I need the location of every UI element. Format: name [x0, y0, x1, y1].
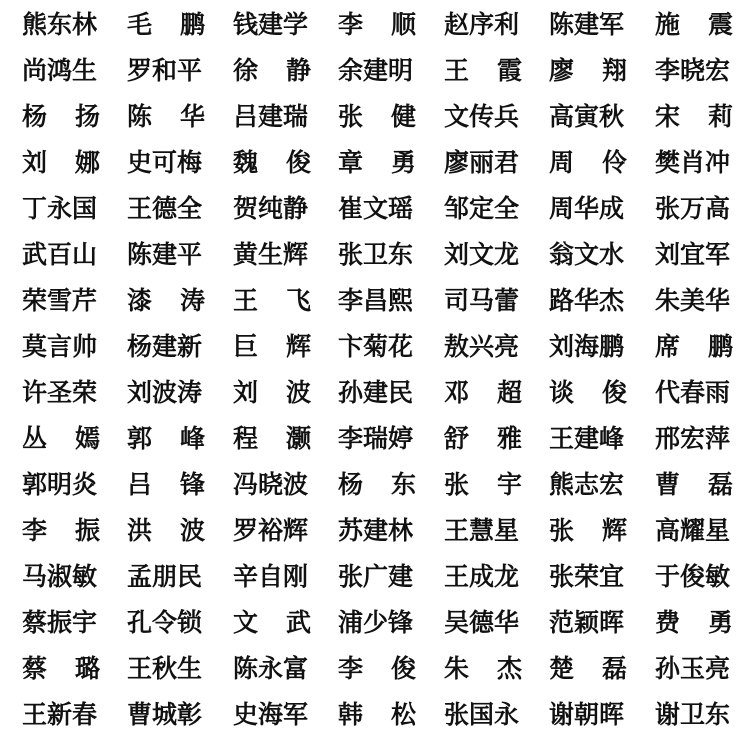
name-entry: 史可梅: [127, 148, 203, 177]
name-entry: 尚鸿生: [22, 56, 98, 85]
name-row: [0, 508, 749, 554]
name-entry: 刘 娜: [22, 148, 100, 177]
name-entry: 刘文龙: [444, 240, 520, 269]
name-entry: 李 俊: [338, 654, 416, 683]
name-entry: 李昌熙: [338, 286, 414, 315]
name-row: [0, 232, 749, 278]
name-entry: 张 健: [338, 102, 416, 131]
name-entry: 蔡振宇: [22, 608, 98, 637]
name-entry: 张广建: [338, 562, 414, 591]
name-entry: 张 宇: [444, 470, 522, 499]
name-entry: 贺纯静: [233, 194, 309, 223]
name-entry: 蔡 璐: [22, 654, 100, 683]
name-entry: 曹 磊: [655, 470, 733, 499]
name-entry: 杨建新: [127, 332, 203, 361]
name-entry: 曹城彰: [127, 700, 203, 729]
name-entry: 荣雪芹: [22, 286, 98, 315]
name-entry: 邓 超: [444, 378, 522, 407]
name-entry: 崔文瑶: [338, 194, 414, 223]
name-entry: 熊志宏: [549, 470, 625, 499]
name-entry: 王德全: [127, 194, 203, 223]
name-entry: 武百山: [22, 240, 98, 269]
name-entry: 马淑敏: [22, 562, 98, 591]
name-entry: 王秋生: [127, 654, 203, 683]
name-entry: 朱 杰: [444, 654, 522, 683]
name-entry: 施 震: [655, 10, 733, 39]
name-entry: 孔令锁: [127, 608, 203, 637]
name-entry: 王 飞: [233, 286, 311, 315]
name-entry: 李 顺: [338, 10, 416, 39]
name-entry: 孙建民: [338, 378, 414, 407]
name-entry: 巨 辉: [233, 332, 311, 361]
name-entry: 高寅秋: [549, 102, 625, 131]
name-row: [0, 692, 749, 738]
name-entry: 李 振: [22, 516, 100, 545]
name-entry: 杨 东: [338, 470, 416, 499]
name-entry: 陈建平: [127, 240, 203, 269]
name-entry: 谢卫东: [655, 700, 731, 729]
name-entry: 周 伶: [549, 148, 627, 177]
name-entry: 吴德华: [444, 608, 520, 637]
name-entry: 史海军: [233, 700, 309, 729]
name-row: [0, 94, 749, 140]
name-entry: 孟朋民: [127, 562, 203, 591]
name-entry: 陈 华: [127, 102, 205, 131]
name-entry: 高耀星: [655, 516, 731, 545]
name-entry: 廖丽君: [444, 148, 520, 177]
name-entry: 程 灏: [233, 424, 311, 453]
name-row: [0, 140, 749, 186]
name-entry: 代春雨: [655, 378, 731, 407]
name-entry: 刘波涛: [127, 378, 203, 407]
name-entry: 张卫东: [338, 240, 414, 269]
name-row: [0, 324, 749, 370]
name-entry: 卞菊花: [338, 332, 414, 361]
name-entry: 魏 俊: [233, 148, 311, 177]
name-row: [0, 462, 749, 508]
name-entry: 张荣宜: [549, 562, 625, 591]
name-entry: 李晓宏: [655, 56, 731, 85]
name-entry: 刘海鹏: [549, 332, 625, 361]
name-row: [0, 646, 749, 692]
name-row: [0, 370, 749, 416]
name-entry: 丁永国: [22, 194, 98, 223]
name-entry: 杨 扬: [22, 102, 100, 131]
name-entry: 范颖晖: [549, 608, 625, 637]
name-row: [0, 554, 749, 600]
name-entry: 楚 磊: [549, 654, 627, 683]
name-entry: 辛自刚: [233, 562, 309, 591]
name-entry: 陈永富: [233, 654, 309, 683]
name-entry: 李瑞婷: [338, 424, 414, 453]
name-entry: 丛 嫣: [22, 424, 100, 453]
name-row: [0, 48, 749, 94]
name-entry: 吕 锋: [127, 470, 205, 499]
name-entry: 熊东林: [22, 10, 98, 39]
name-entry: 钱建学: [233, 10, 309, 39]
name-entry: 郭明炎: [22, 470, 98, 499]
name-entry: 于俊敏: [655, 562, 731, 591]
name-entry: 浦少锋: [338, 608, 414, 637]
name-entry: 朱美华: [655, 286, 731, 315]
name-entry: 王建峰: [549, 424, 625, 453]
name-entry: 路华杰: [549, 286, 625, 315]
name-entry: 席 鹏: [655, 332, 733, 361]
name-row: [0, 2, 749, 48]
name-entry: 邢宏萍: [655, 424, 731, 453]
name-entry: 司马蕾: [444, 286, 520, 315]
name-entry: 韩 松: [338, 700, 416, 729]
name-entry: 周华成: [549, 194, 625, 223]
name-entry: 王 霞: [444, 56, 522, 85]
name-entry: 敖兴亮: [444, 332, 520, 361]
name-entry: 漆 涛: [127, 286, 205, 315]
name-entry: 黄生辉: [233, 240, 309, 269]
name-entry: 刘宜军: [655, 240, 731, 269]
name-entry: 王慧星: [444, 516, 520, 545]
name-entry: 谈 俊: [549, 378, 627, 407]
name-entry: 陈建军: [549, 10, 625, 39]
name-entry: 孙玉亮: [655, 654, 731, 683]
name-row: [0, 600, 749, 646]
name-entry: 文传兵: [444, 102, 520, 131]
name-entry: 谢朝晖: [549, 700, 625, 729]
name-entry: 樊肖冲: [655, 148, 731, 177]
name-entry: 莫言帅: [22, 332, 98, 361]
name-entry: 徐 静: [233, 56, 311, 85]
name-entry: 舒 雅: [444, 424, 522, 453]
name-entry: 王成龙: [444, 562, 520, 591]
name-entry: 冯晓波: [233, 470, 309, 499]
name-entry: 章 勇: [338, 148, 416, 177]
name-entry: 苏建林: [338, 516, 414, 545]
name-entry: 郭 峰: [127, 424, 205, 453]
name-row: [0, 416, 749, 462]
name-entry: 宋 莉: [655, 102, 733, 131]
name-entry: 张国永: [444, 700, 520, 729]
name-entry: 张 辉: [549, 516, 627, 545]
name-entry: 毛 鹏: [127, 10, 205, 39]
name-entry: 洪 波: [127, 516, 205, 545]
name-entry: 廖 翔: [549, 56, 627, 85]
name-entry: 赵序利: [444, 10, 520, 39]
name-entry: 罗和平: [127, 56, 203, 85]
name-entry: 费 勇: [655, 608, 733, 637]
name-entry: 邹定全: [444, 194, 520, 223]
name-entry: 王新春: [22, 700, 98, 729]
name-entry: 罗裕辉: [233, 516, 309, 545]
name-entry: 张万高: [655, 194, 731, 223]
name-row: [0, 278, 749, 324]
name-entry: 翁文水: [549, 240, 625, 269]
name-entry: 许圣荣: [22, 378, 98, 407]
name-row: [0, 186, 749, 232]
name-entry: 吕建瑞: [233, 102, 309, 131]
name-entry: 刘 波: [233, 378, 311, 407]
name-entry: 余建明: [338, 56, 414, 85]
name-entry: 文 武: [233, 608, 311, 637]
